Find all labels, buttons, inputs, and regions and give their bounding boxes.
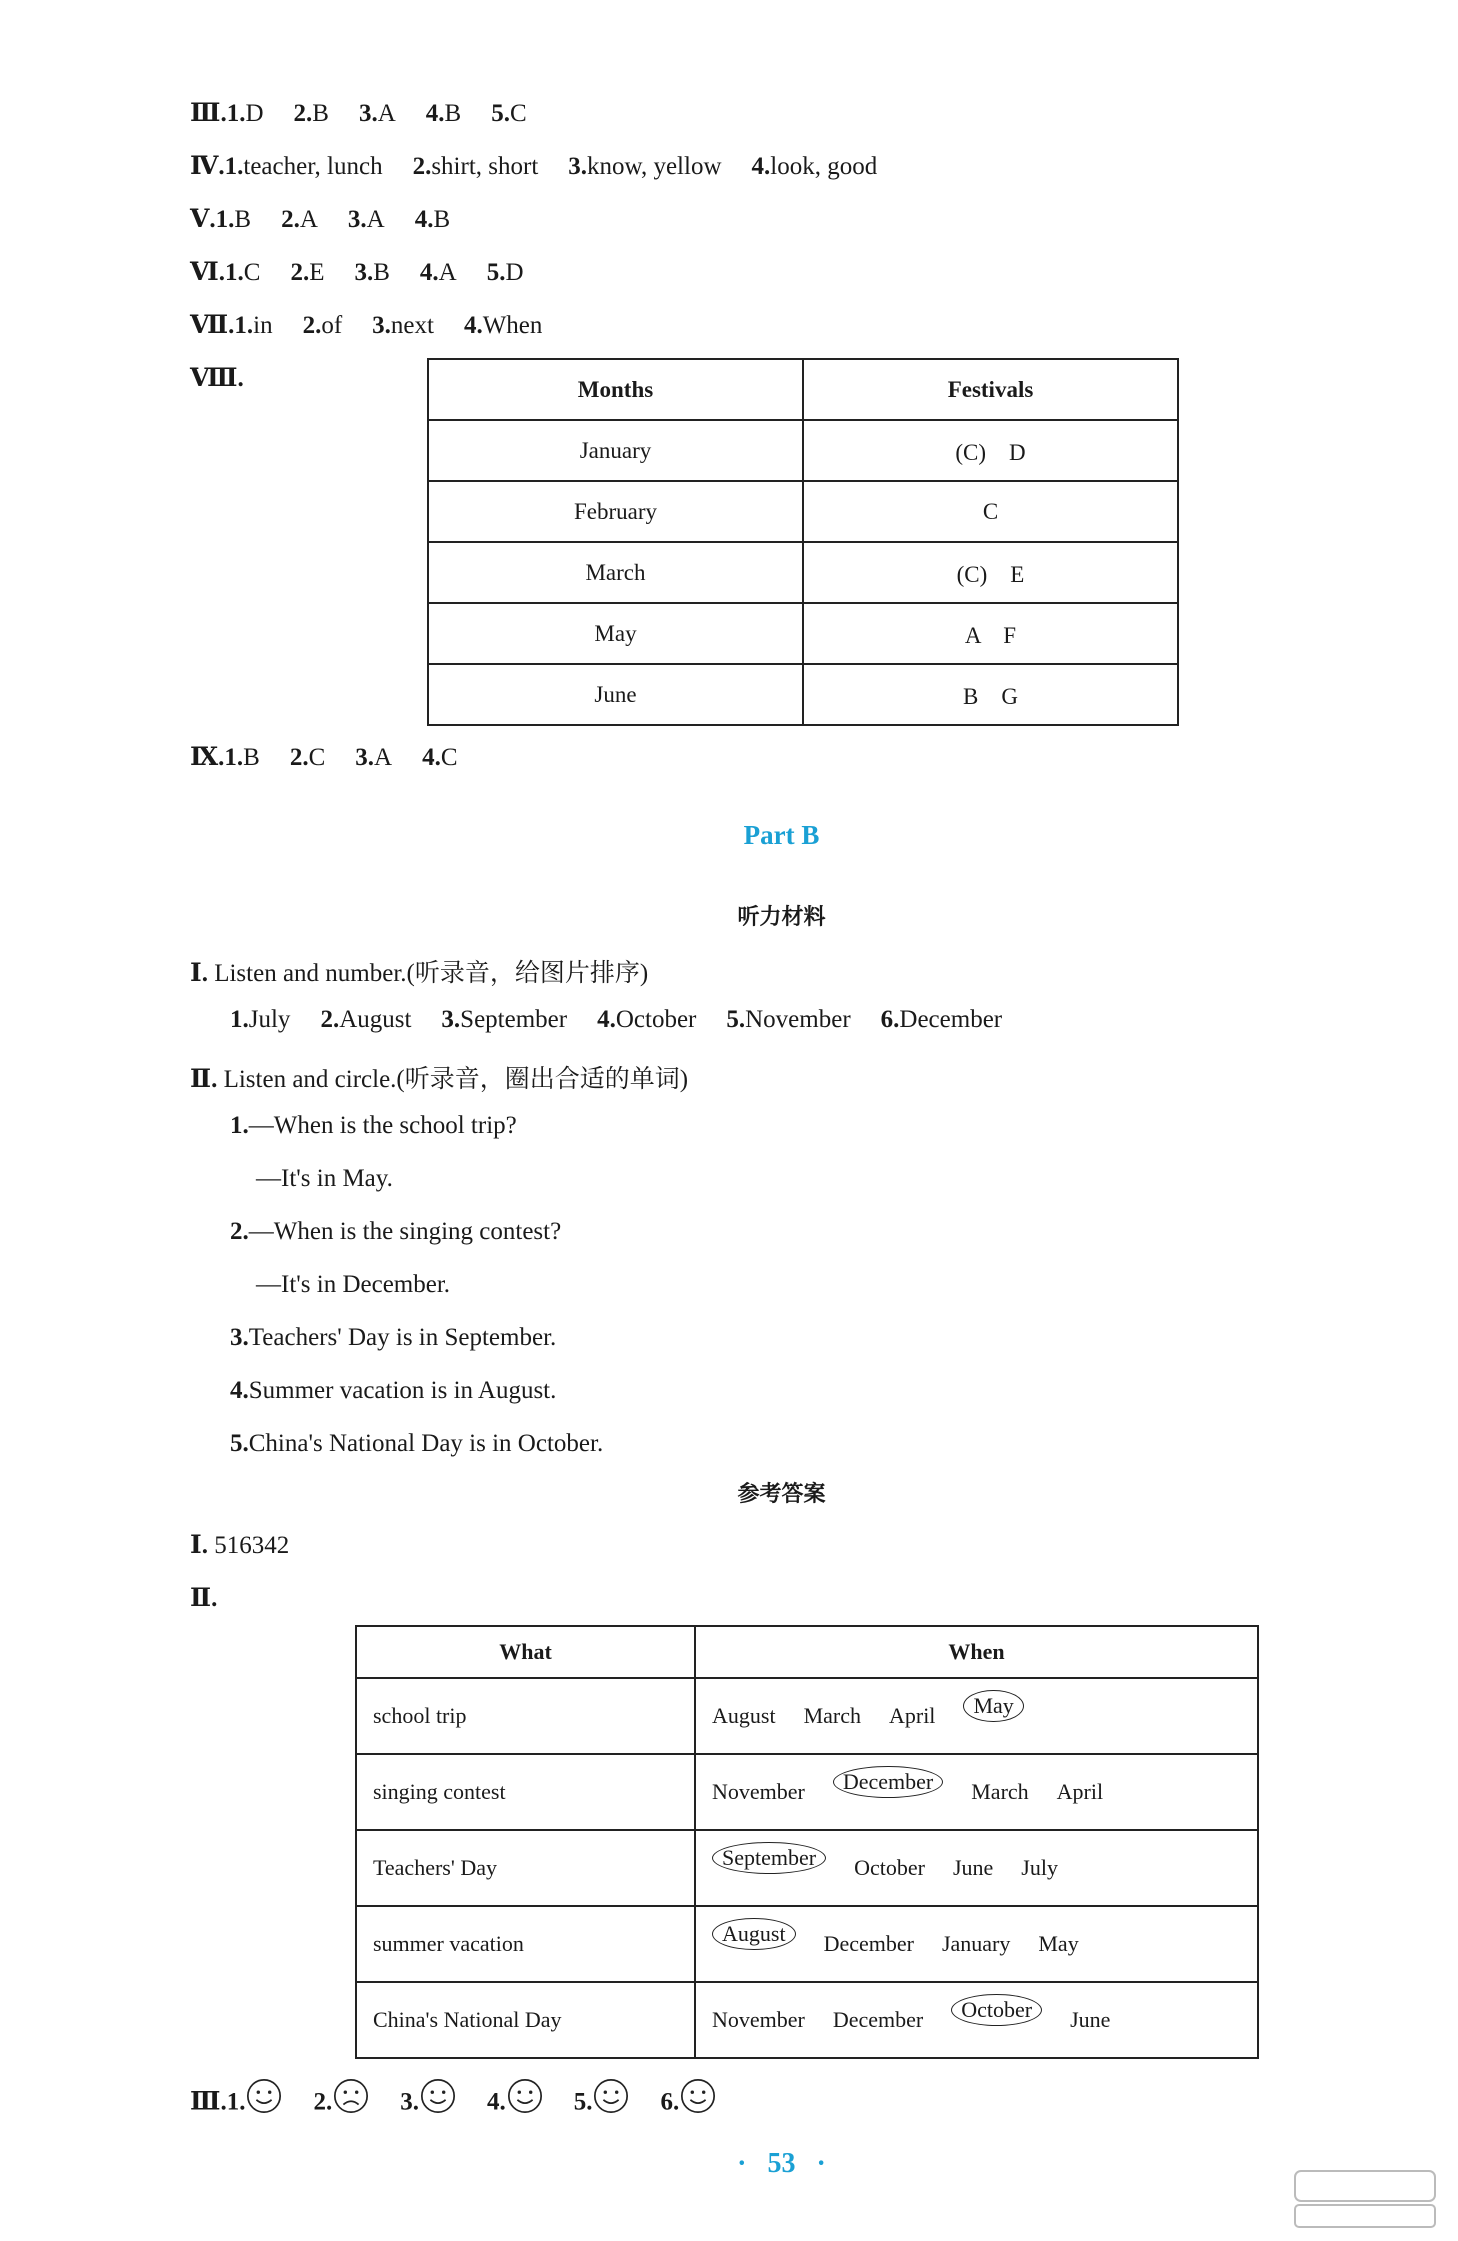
circled-option: December	[833, 1766, 943, 1798]
item-number: 3.	[230, 1324, 249, 1351]
item-number: 3.	[358, 100, 378, 127]
table-row	[356, 1754, 1258, 1830]
item-number: 1.	[226, 2088, 246, 2116]
listening-title: 听力材料	[737, 905, 826, 930]
section-label: Ⅴ.	[190, 206, 216, 233]
circled-option: October	[951, 1994, 1042, 2026]
script-line	[230, 1377, 556, 1405]
answer-line-vii	[190, 310, 542, 340]
script-text: —When is the singing contest?	[248, 1218, 562, 1245]
section-i-heading	[190, 953, 648, 989]
item-number: 2.	[230, 1218, 249, 1245]
item-number: 3.	[355, 744, 375, 771]
answers-title: 参考答案	[737, 1482, 826, 1507]
section-label: Ⅲ.	[190, 2088, 227, 2116]
item-text: October	[615, 1006, 697, 1033]
smiley-face-icon	[245, 2077, 283, 2115]
smiley-face-icon	[506, 2077, 544, 2115]
answer-line-ix	[190, 742, 458, 772]
script-line	[256, 1165, 393, 1193]
item-number: 2.	[289, 744, 309, 771]
month-option: April	[888, 1703, 936, 1728]
item-answer: B	[373, 259, 390, 286]
month-option: June	[952, 1855, 994, 1880]
month-option: May	[1038, 1931, 1079, 1956]
item-number: 4.	[597, 1006, 616, 1033]
month-option: April	[1056, 1779, 1104, 1804]
month-option: March	[803, 1703, 861, 1728]
item-number: 4.	[230, 1377, 249, 1404]
item-number: 2.	[320, 1006, 340, 1033]
item-answer: C	[440, 744, 458, 771]
item-answer: look, good	[770, 153, 878, 180]
item-text: November	[745, 1006, 851, 1033]
what-cell: summer vacation	[356, 1906, 695, 1982]
watermark-logo	[1290, 2163, 1440, 2233]
festival-cell: C	[803, 481, 1178, 542]
item-number: 1.	[215, 206, 235, 233]
section-ii-heading	[190, 1059, 688, 1095]
month-cell: June	[428, 664, 803, 725]
item-number: 2.	[302, 312, 322, 339]
item-number: 3.	[568, 153, 588, 180]
what-cell: Teachers' Day	[356, 1830, 695, 1906]
sad-face-icon	[332, 2077, 370, 2115]
item-answer: know, yellow	[587, 153, 722, 180]
circled-option: September	[712, 1842, 826, 1874]
item-number: 2.	[313, 2088, 333, 2116]
item-number: 1.	[226, 100, 246, 127]
section-label: Ⅱ.	[190, 1066, 218, 1093]
script-line	[230, 1218, 561, 1246]
item-answer: next	[390, 312, 434, 339]
month-cell: February	[428, 481, 803, 542]
item-answer: E	[309, 259, 325, 286]
month-list	[230, 1006, 1002, 1034]
month-option: June	[1070, 2007, 1111, 2032]
item-answer: B	[433, 206, 451, 233]
item-number: 1.	[224, 744, 244, 771]
section-label: Ⅰ.	[190, 960, 208, 987]
section-label: Ⅸ.	[190, 744, 225, 771]
script-line	[230, 1112, 517, 1140]
item-answer: D	[245, 100, 264, 127]
answer-i	[190, 1530, 289, 1560]
months-festivals-table	[427, 358, 1179, 726]
table-header: What	[356, 1626, 695, 1678]
item-number: 2.	[290, 259, 310, 286]
table-row	[356, 1982, 1258, 2058]
script-line	[230, 1430, 603, 1458]
page-number-value: 53	[767, 2148, 796, 2179]
circled-option: May	[963, 1690, 1023, 1722]
section-instruction: Listen and number.(听录音，给图片排序)	[214, 960, 649, 987]
item-number: 5.	[726, 1006, 746, 1033]
month-option: December	[823, 1931, 914, 1956]
item-answer: C	[308, 744, 326, 771]
item-number: 3.	[400, 2088, 419, 2116]
item-number: 2.	[281, 206, 300, 233]
when-cell	[695, 1678, 1258, 1754]
table-header: When	[695, 1626, 1258, 1678]
item-text: September	[460, 1006, 568, 1033]
item-answer: of	[321, 312, 343, 339]
item-number: 5.	[573, 2088, 593, 2116]
item-answer: When	[482, 312, 543, 339]
item-number: 3.	[441, 1006, 461, 1033]
item-text: August	[339, 1006, 412, 1033]
item-answer: B	[243, 744, 260, 771]
item-answer: A	[377, 100, 396, 127]
answer-line-v	[190, 204, 450, 234]
part-b-title: Part B	[743, 820, 820, 850]
script-line	[256, 1271, 450, 1299]
festival-cell: (C) D	[803, 420, 1178, 481]
item-number: 3.	[354, 259, 374, 286]
item-number: 4.	[463, 312, 483, 339]
item-number: 5.	[486, 259, 506, 286]
item-number: 4.	[419, 259, 439, 286]
script-text: Summer vacation is in August.	[248, 1377, 557, 1404]
month-cell: March	[428, 542, 803, 603]
table-row	[428, 420, 1178, 481]
item-answer: teacher, lunch	[243, 153, 383, 180]
answer-text: 516342	[214, 1532, 290, 1559]
month-option: October	[854, 1855, 925, 1880]
item-number: 1.	[230, 1112, 249, 1139]
when-cell	[695, 1754, 1258, 1830]
item-answer: C	[509, 100, 527, 127]
section-label: Ⅰ.	[190, 1532, 208, 1559]
item-number: 5.	[491, 100, 510, 127]
item-answer: A	[299, 206, 318, 233]
table-row	[428, 664, 1178, 725]
section-label: Ⅳ.	[190, 153, 225, 180]
when-cell	[695, 1906, 1258, 1982]
item-answer: A	[374, 744, 393, 771]
table-row	[428, 542, 1178, 603]
month-option: August	[712, 1703, 776, 1728]
festival-cell: B G	[803, 664, 1178, 725]
item-answer: A	[366, 206, 385, 233]
script-text: China's National Day is in October.	[248, 1430, 604, 1457]
smiley-face-icon	[592, 2077, 630, 2115]
what-cell: China's National Day	[356, 1982, 695, 2058]
item-answer: in	[253, 312, 273, 339]
what-cell: school trip	[356, 1678, 695, 1754]
item-text: July	[248, 1006, 291, 1033]
table-row	[356, 1678, 1258, 1754]
smiley-face-icon	[419, 2077, 457, 2115]
table-row	[428, 481, 1178, 542]
answer-line-iii	[190, 98, 527, 128]
table-header: Festivals	[803, 359, 1178, 420]
item-answer: C	[243, 259, 261, 286]
section-instruction: Listen and circle.(听录音，圈出合适的单词)	[223, 1066, 689, 1093]
section-label: Ⅵ.	[190, 259, 225, 286]
section-label-viii: Ⅷ.	[190, 365, 244, 392]
answer-line-iv	[190, 151, 877, 181]
script-line	[230, 1324, 556, 1352]
section-label: Ⅶ.	[190, 312, 235, 339]
page-number: · 53 ·	[737, 2148, 826, 2179]
when-cell	[695, 1982, 1258, 2058]
item-number: 1.	[230, 1006, 249, 1033]
script-text: —When is the school trip?	[248, 1112, 517, 1139]
month-option: December	[832, 2007, 924, 2032]
item-number: 4.	[422, 744, 441, 771]
what-when-table	[355, 1625, 1259, 2059]
what-cell: singing contest	[356, 1754, 695, 1830]
item-answer: B	[312, 100, 329, 127]
month-cell: January	[428, 420, 803, 481]
item-answer: D	[505, 259, 524, 286]
item-number: 6.	[660, 2088, 680, 2116]
section-label: Ⅲ.	[190, 100, 227, 127]
month-option: January	[941, 1931, 1011, 1956]
month-option: March	[971, 1779, 1029, 1804]
item-number: 4.	[414, 206, 434, 233]
script-text: —It's in May.	[256, 1165, 393, 1192]
script-text: —It's in December.	[256, 1271, 451, 1298]
answer-line-iii-faces	[190, 2085, 717, 2123]
answer-line-vi	[190, 257, 524, 287]
month-option: November	[712, 2007, 805, 2032]
item-answer: A	[438, 259, 457, 286]
circled-option: August	[712, 1918, 796, 1950]
month-option: July	[1021, 1855, 1058, 1880]
festival-cell: (C) E	[803, 542, 1178, 603]
item-answer: shirt, short	[431, 153, 539, 180]
table-row	[356, 1830, 1258, 1906]
smiley-face-icon	[679, 2077, 717, 2115]
script-text: Teachers' Day is in September.	[248, 1324, 557, 1351]
when-cell	[695, 1830, 1258, 1906]
month-option: November	[712, 1779, 805, 1804]
festival-cell: A F	[803, 603, 1178, 664]
item-number: 2.	[293, 100, 313, 127]
item-number: 5.	[230, 1430, 249, 1457]
item-number: 3.	[347, 206, 367, 233]
section-label-ii: Ⅱ.	[190, 1585, 218, 1612]
item-number: 1.	[224, 153, 244, 180]
item-number: 3.	[372, 312, 391, 339]
item-number: 4.	[425, 100, 445, 127]
item-text: December	[899, 1006, 1003, 1033]
item-number: 2.	[412, 153, 432, 180]
item-number: 1.	[234, 312, 254, 339]
item-number: 4.	[751, 153, 771, 180]
table-row	[428, 603, 1178, 664]
item-number: 4.	[486, 2088, 506, 2116]
item-answer: B	[234, 206, 252, 233]
item-answer: B	[444, 100, 462, 127]
item-number: 6.	[880, 1006, 900, 1033]
table-header: Months	[428, 359, 803, 420]
month-cell: May	[428, 603, 803, 664]
table-row	[356, 1906, 1258, 1982]
item-number: 1.	[225, 259, 244, 286]
